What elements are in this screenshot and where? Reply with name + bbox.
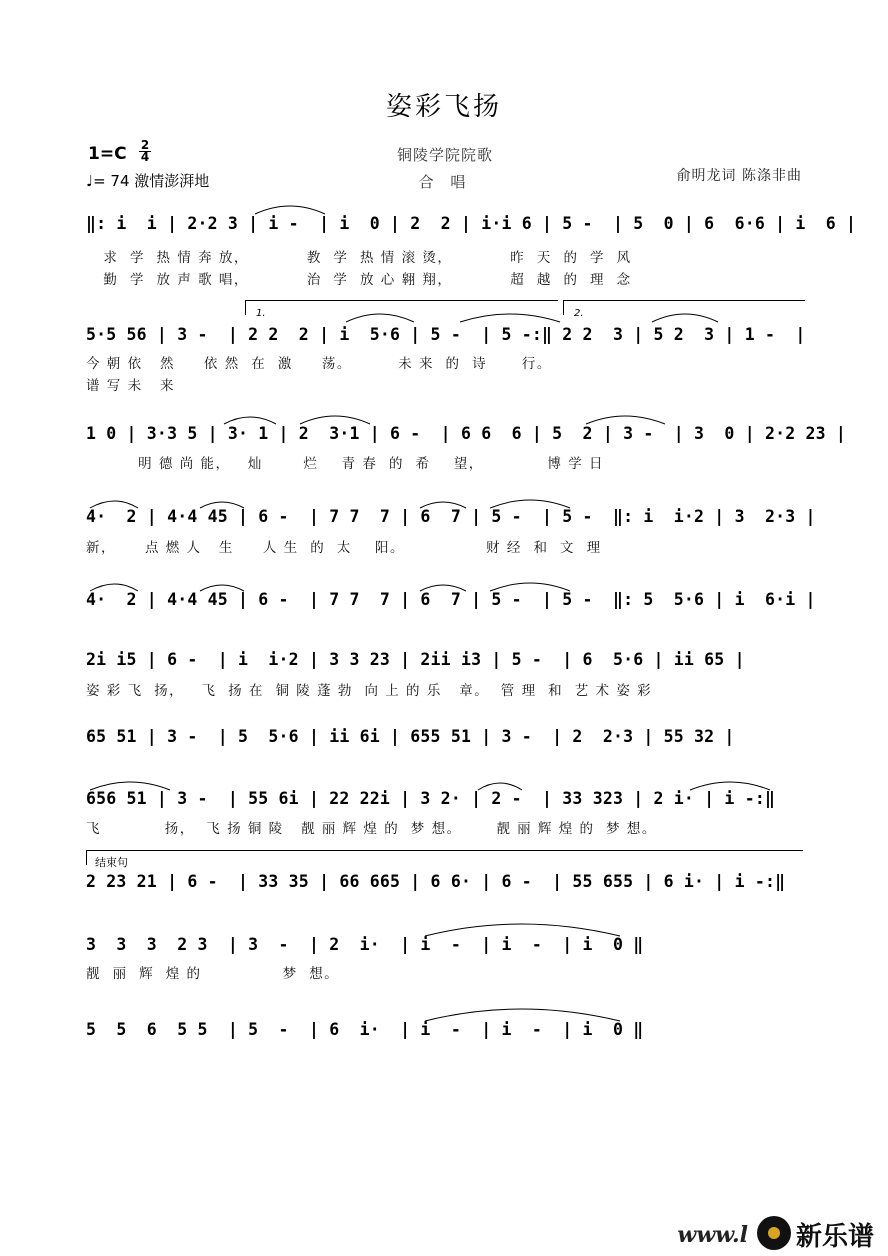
lyric-line-2a: 今 朝 依 然 依 然 在 激 荡。 未 来 的 诗 行。 <box>86 356 552 372</box>
lyric-line-1b: 勤 学 放 声 歌 唱， 治 学 放 心 翱 翔， 超 越 的 理 念 <box>86 272 632 288</box>
lyric-line-2b: 谱 写 未 来 <box>86 378 175 394</box>
watermark-brand: 新乐谱 <box>796 1222 875 1252</box>
notation-line-2: 5·5 56 | 3 - | 2 2 2 | i 5·6 | 5 - | 5 -:‖ 2 2 3 | 5 2 3 | 1 - | <box>86 325 806 344</box>
performance-type: 合 唱 <box>418 173 472 191</box>
slur <box>420 502 466 508</box>
subtitle: 铜陵学院院歌 <box>396 146 493 164</box>
slur <box>90 501 138 508</box>
slur <box>586 416 665 424</box>
tempo-marking: ♩= 74 激情澎湃地 <box>86 172 210 190</box>
slur <box>200 585 244 591</box>
slur <box>90 782 170 790</box>
slur <box>652 314 718 322</box>
notation-line-10: 3 3 3 2 3 | 3 - | 2 i· | i - | i - | i 0 ‖ <box>86 935 644 954</box>
slur <box>478 783 522 790</box>
slur <box>460 314 560 322</box>
score-title: 姿彩飞扬 <box>385 92 502 122</box>
slur <box>425 1009 620 1021</box>
watermark-disc-icon <box>757 1216 791 1250</box>
time-sig-top: 2 <box>140 138 150 152</box>
notation-line-1: ‖: i i | 2·2 3 | i - | i 0 | 2 2 | i·i 6 | 5 - | 5 0 | 6 6·6 | i 6 | <box>86 214 857 233</box>
notation-line-8: 656 51 | 3 - | 55 6i | 22 22i | 3 2· | 2 - | 33 323 | 2 i· | i -:‖ <box>86 789 776 808</box>
lyric-line-1a: 求 学 热 情 奔 放， 教 学 热 情 滚 烫， 昨 天 的 学 风 <box>86 250 632 266</box>
notation-line-9: 2 23 21 | 6 - | 33 35 | 66 665 | 6 6· | 6 - | 55 655 | 6 i· | i -:‖ <box>86 872 786 891</box>
slur <box>346 314 414 322</box>
slur <box>224 417 276 424</box>
lyric-line-4: 新， 点 燃 人 生 人 生 的 太 阳。 财 经 和 文 理 <box>86 540 602 556</box>
slur <box>690 782 770 790</box>
key-signature: 1=C <box>88 144 127 164</box>
lyric-line-10: 靓 丽 辉 煌 的 梦 想。 <box>86 966 340 982</box>
composer-credits: 俞明龙词 陈涤非曲 <box>676 168 802 184</box>
ending-label: 结束句 <box>95 856 128 869</box>
slur <box>490 500 570 508</box>
lyric-line-3: 明 德 尚 能， 灿 烂 青 春 的 希 望， 博 学 日 <box>86 456 604 472</box>
volta-2-label: 2. <box>574 308 584 319</box>
watermark-url: www.l <box>677 1222 748 1248</box>
slur <box>490 583 570 591</box>
slur <box>300 416 370 424</box>
notation-line-11: 5 5 6 5 5 | 5 - | 6 i· | i - | i - | i 0 ‖ <box>86 1020 644 1039</box>
slur <box>420 585 466 591</box>
lyric-line-8: 飞 扬， 飞 扬 铜 陵 靓 丽 辉 煌 的 梦 想。 靓 丽 辉 煌 的 梦 想。 <box>86 821 657 837</box>
slur <box>90 584 138 591</box>
notation-line-4: 4· 2 | 4·4 45 | 6 - | 7 7 7 | 6 7 | 5 - | 5 - ‖: i i·2 | 3 2·3 | <box>86 507 816 526</box>
notation-line-6: 2i i5 | 6 - | i i·2 | 3 3 23 | 2ii i3 | 5 - | 6 5·6 | ii 65 | <box>86 650 745 669</box>
slur <box>255 206 325 214</box>
slur <box>200 502 244 508</box>
lyric-line-6: 姿 彩 飞 扬， 飞 扬 在 铜 陵 蓬 勃 向 上 的 乐 章。 管 理 和 艺 术 姿 彩 <box>86 683 653 699</box>
notation-line-3: 1 0 | 3·3 5 | 3· 1 | 2 3·1 | 6 - | 6 6 6 | 5 2 | 3 - | 3 0 | 2·2 23 | <box>86 424 847 443</box>
time-sig-bottom: 4 <box>140 150 150 164</box>
notation-line-7: 65 51 | 3 - | 5 5·6 | ii 6i | 655 51 | 3 - | 2 2·3 | 55 32 | <box>86 727 735 746</box>
volta-1-label: 1. <box>256 308 266 319</box>
slur <box>425 924 620 936</box>
notation-line-5: 4· 2 | 4·4 45 | 6 - | 7 7 7 | 6 7 | 5 - | 5 - ‖: 5 5·6 | i 6·i | <box>86 590 816 609</box>
